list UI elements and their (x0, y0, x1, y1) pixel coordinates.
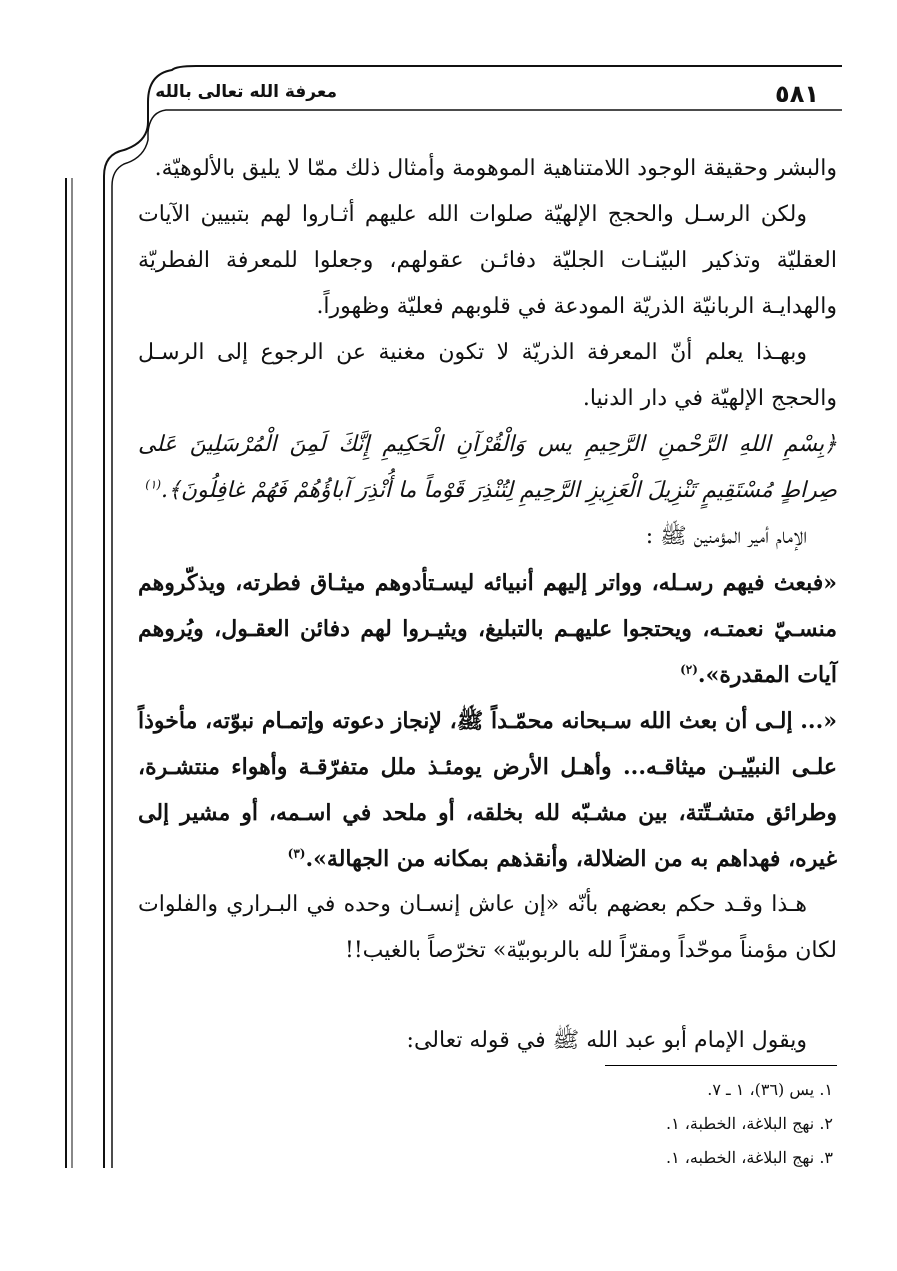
footnote-ref: (٢) (680, 662, 698, 677)
footnote-ref: (٣) (287, 846, 306, 861)
footnotes (593, 1073, 833, 1175)
main-text (138, 146, 837, 1064)
footnote: ١. يس (٣٦)، ١ ـ ٧. (707, 1080, 833, 1099)
quote-block (138, 560, 837, 698)
paragraph: والبشر وحقيقة الوجود اللامتناهية الموهومة وأمثال ذلك ممّا لا يليق بالألوهيّة. (154, 156, 837, 181)
paragraph: ويقول الإمام أبو عبد الله ﷺ في قوله تعالى: (406, 1028, 807, 1053)
quote-text: «... إلـى أن بعث الله سـبحانه محمّـداً ﷺ، لإنجاز دعوته وإتمـام نبوّته، مأخوذاً علـى النبيّيـن ميثاقـه... وأهـل الأرض يومئـذ ملل متفرّقـة وأهواء منتشـرة، وطرائق متشـتّتة، بين مشـبّه لله بخلقه، أو ملحد في اسـمه، أو مشير إلى غيره، فهداهم به من الضلالة، وأنقذهم بمكانه من الجهالة». (138, 708, 837, 872)
quran-text: ﴿بِسْمِ اللهِ الرَّحْمنِ الرَّحِيمِ يس وَالْقُرْآنِ الْحَكِيمِ إِنَّكَ لَمِنَ الْمُرْسَلِينَ عَلى صِراطٍ مُسْتَقِيمٍ تَنْزِيلَ الْعَزِيزِ الرَّحِيمِ لِتُنْذِرَ قَوْماً ما أُنْذِرَ آباؤُهُمْ فَهُمْ غافِلُونَ﴾. (138, 432, 837, 503)
paragraph: ولكن الرسـل والحجج الإلهيّة صلوات الله عليهم أثـاروا لهم بتبيين الآيات العقليّة وتذكير البيّنـات الجليّة دفائـن عقولهم، وجعلوا للمعرفة الفطريّة والهدايـة الربانيّة الذريّة المودعة في قلوبهم فعليّة وظهوراً. (138, 202, 837, 319)
paragraph: وبهـذا يعلم أنّ المعرفة الذريّة لا تكون مغنية عن الرجوع إلى الرسـل والحجج الإلهيّة في دار الدنيا. (138, 340, 837, 411)
paragraph: هـذا وقـد حكم بعضهم بأنّه «إن عاش إنسـان وحده في البـراري والفلوات لكان مؤمناً موحّداً ومقرّاً لله بالربوبيّة» تخرّصاً بالغيب!! (138, 892, 837, 963)
quote-text: «فبعث فيهم رسـله، وواتر إليهم أنبيائه ليسـتأدوهم ميثـاق فطرته، ويذكّروهم منسـيّ نعمتـه، ويحتجوا عليهـم بالتبليغ، ويثيـروا لهم دفائن العقـول، ويُروهم آيات المقدرة». (138, 570, 837, 688)
page-number: ٥٨١ (775, 80, 819, 108)
imam-heading: الإمام أمير المؤمنين ﷺ : (645, 524, 807, 549)
running-title: معرفة الله تعالى بالله (155, 82, 337, 102)
footnote-divider (605, 1065, 837, 1066)
footnote: ٢. نهج البلاغة، الخطبة، ١. (665, 1114, 833, 1133)
footnote-ref: (١) (145, 477, 162, 492)
quran-verse (138, 422, 837, 514)
footnote: ٣. نهج البلاغة، الخطبه، ١. (665, 1148, 833, 1167)
quote-block (138, 698, 837, 882)
